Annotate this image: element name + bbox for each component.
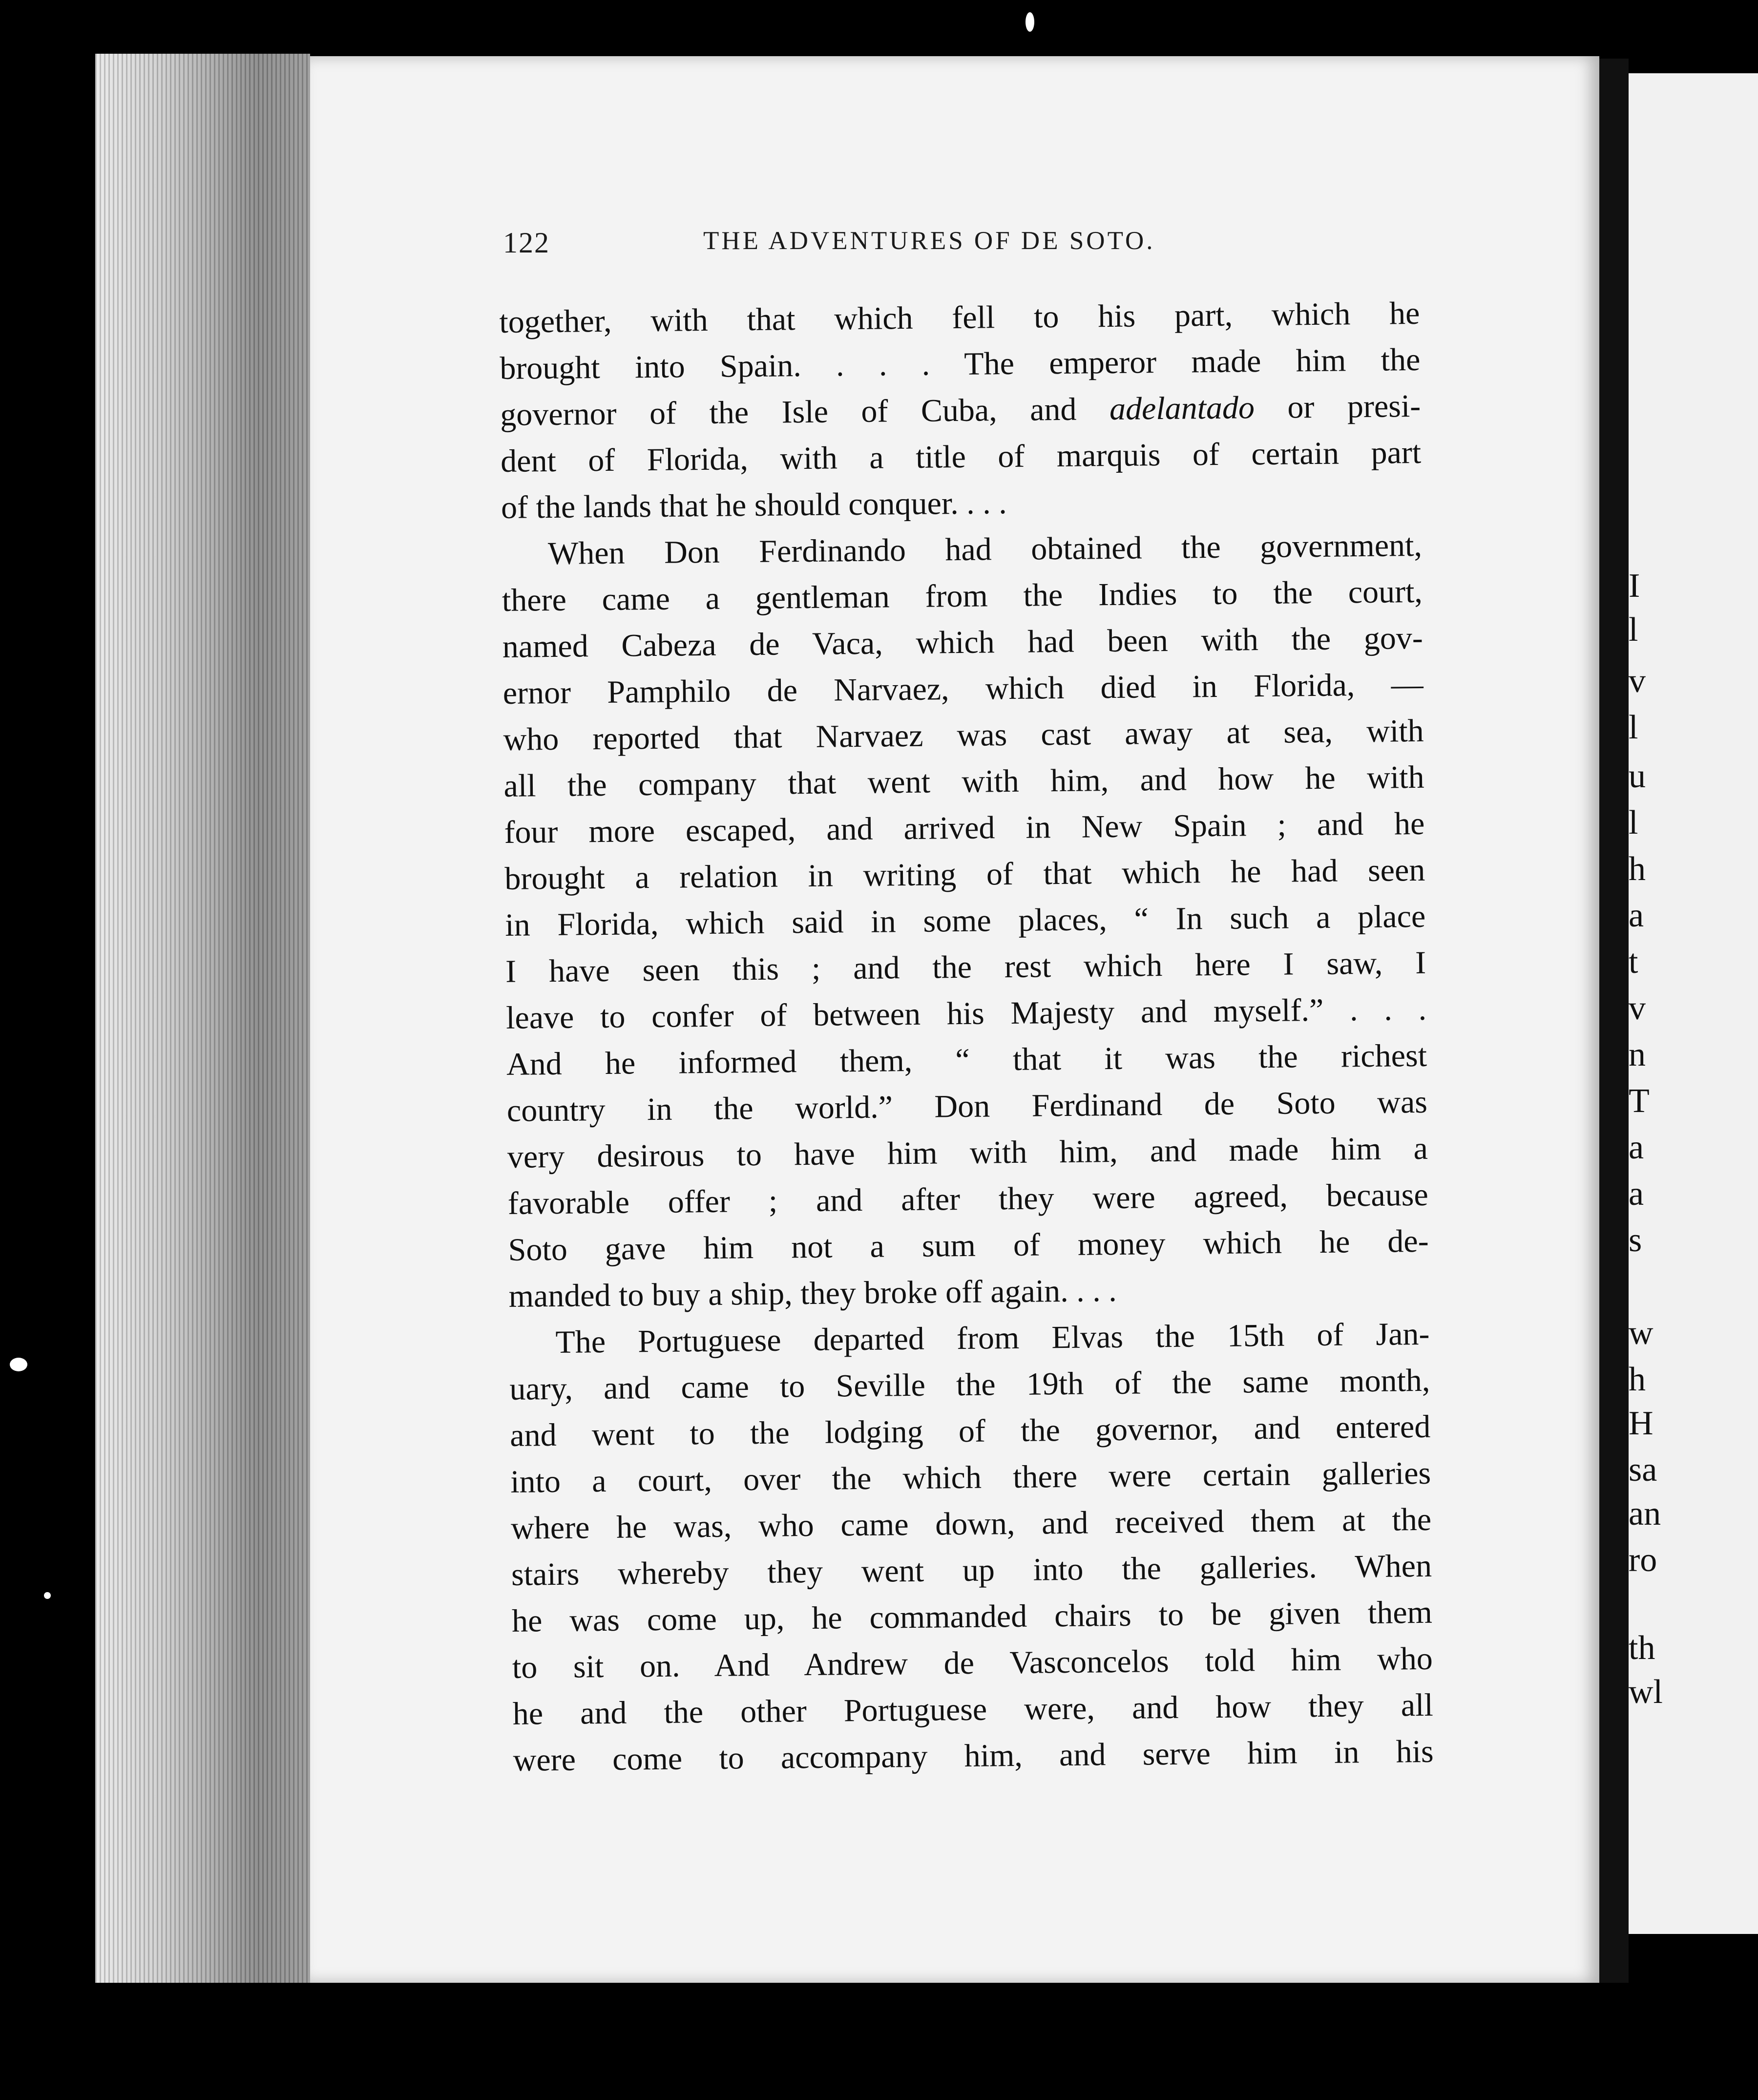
text-line: to sit on. And Andrew de Vasconcelos told him who <box>512 1640 1433 1685</box>
facing-page-fragment: v <box>1629 989 1646 1027</box>
text-line: in Florida, which said in some places, “ In such a place <box>504 898 1426 943</box>
facing-page-fragment: sa <box>1629 1451 1657 1489</box>
text-line: he was come up, he commanded chairs to be given them <box>511 1594 1433 1639</box>
text-line: ernor Pamphilo de Narvaez, which died in Florida, — <box>502 666 1424 711</box>
text-line: stairs whereby they went up into the galleries. When <box>511 1548 1432 1593</box>
text-line: named Cabeza de Vaca, which had been with the gov- <box>502 620 1423 665</box>
text-line: country in the world.” Don Ferdinand de Soto was <box>506 1084 1428 1129</box>
text-line: dent of Florida, with a title of marquis of certain part <box>500 434 1422 479</box>
text-line: of the lands that he should conquer. . . . <box>501 485 1007 525</box>
page-number: 122 <box>503 227 550 259</box>
text-line: manded to buy a ship, they broke off again. . . . <box>508 1272 1117 1314</box>
scan-dust-speck <box>44 1592 51 1599</box>
facing-page-fragment: l <box>1629 804 1638 841</box>
text-line: favorable offer ; and after they were agreed, because <box>507 1176 1429 1221</box>
text-line: brought a relation in writing of that which he had seen <box>504 852 1425 897</box>
book-gutter <box>1599 59 1629 1983</box>
facing-page-fragment: th <box>1629 1629 1655 1667</box>
running-head: THE ADVENTURES OF DE SOTO. <box>703 227 1155 255</box>
text-line: And he informed them, “ that it was the richest <box>506 1037 1427 1082</box>
facing-page-fragment: t <box>1629 943 1638 981</box>
text-line: I have seen this ; and the rest which here I saw, I <box>505 945 1426 989</box>
text-line: all the company that went with him, and how he with <box>503 759 1424 804</box>
facing-page-fragment: wl <box>1629 1673 1663 1711</box>
book-page-edges <box>95 54 310 1983</box>
facing-page-fragment: n <box>1629 1036 1646 1073</box>
facing-page-fragment: s <box>1629 1221 1642 1259</box>
facing-page <box>1629 73 1758 1934</box>
text-line: When Don Ferdinando had obtained the government, <box>547 527 1423 572</box>
facing-page-fragment: w <box>1629 1314 1653 1352</box>
text-line: governor of the Isle of Cuba, and adelantado or presi- <box>500 388 1421 433</box>
facing-page-fragment: an <box>1629 1495 1661 1533</box>
text-line: uary, and came to Seville the 19th of the same month, <box>509 1362 1430 1407</box>
facing-page-fragment: a <box>1629 897 1644 934</box>
text-line: were come to accompany him, and serve him in his <box>513 1733 1434 1778</box>
facing-page-fragment: l <box>1629 709 1638 746</box>
scan-dust-speck <box>1026 12 1034 32</box>
text-line: leave to confer of between his Majesty and myself.” . . . <box>505 991 1427 1036</box>
facing-page-fragment: I <box>1629 567 1640 605</box>
facing-page-fragment: l <box>1629 611 1638 649</box>
facing-page-fragment: H <box>1629 1405 1653 1442</box>
text-line: The Portuguese departed from Elvas the 15th of Jan- <box>555 1316 1430 1360</box>
text-line: and went to the lodging of the governor, and entered <box>509 1408 1431 1453</box>
text-line: who reported that Narvaez was cast away at sea, with <box>503 713 1424 757</box>
facing-page-fragment: a <box>1629 1129 1644 1166</box>
text-line: four more escaped, and arrived in New Spain ; and he <box>504 805 1425 850</box>
text-line: very desirous to have him with him, and made him a <box>507 1130 1428 1175</box>
text-line: where he was, who came down, and received them at the <box>510 1501 1432 1546</box>
text-line: Soto gave him not a sum of money which he de- <box>508 1223 1429 1268</box>
text-line: there came a gentleman from the Indies to the court, <box>502 573 1423 618</box>
facing-page-fragment: ro <box>1629 1541 1657 1579</box>
body-text <box>499 290 1434 1784</box>
facing-page-fragment: v <box>1629 662 1646 700</box>
scan-dust-speck <box>10 1358 27 1371</box>
text-line: together, with that which fell to his part, which he <box>499 295 1420 340</box>
facing-page-fragment: a <box>1629 1175 1644 1213</box>
facing-page-fragment: h <box>1629 1361 1646 1398</box>
facing-page-fragment: h <box>1629 850 1646 888</box>
text-line: he and the other Portuguese were, and how they all <box>512 1687 1434 1732</box>
facing-page-fragment: T <box>1629 1082 1650 1120</box>
page-header <box>503 226 1211 265</box>
text-line: brought into Spain. . . . The emperor made him the <box>500 341 1421 386</box>
text-line: into a court, over the which there were certain galleries <box>510 1455 1431 1500</box>
facing-page-fragment: u <box>1629 757 1646 795</box>
